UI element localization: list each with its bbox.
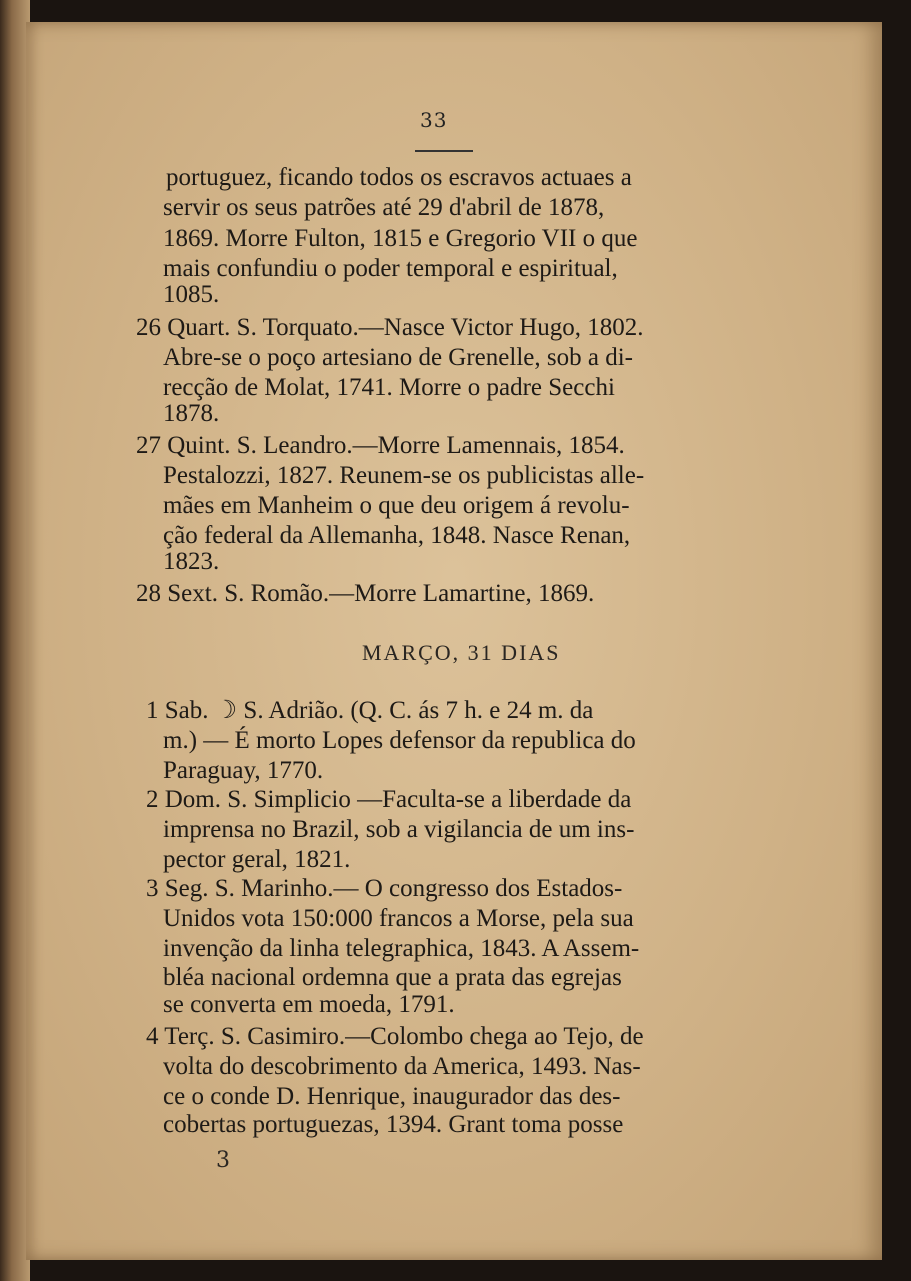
text-line: invenção da linha telegraphica, 1843. A Assem- [163,935,640,962]
text-line: Pestalozzi, 1827. Reunem-se os publicistas alle- [163,462,645,489]
text-line: 1085. [163,281,220,308]
text-line: 4 Terç. S. Casimiro.—Colombo chega ao Tejo, de [146,1023,644,1050]
text-line: servir os seus patrões até 29 d'abril de 1878, [163,194,605,221]
text-line: 28 Sext. S. Romão.—Morre Lamartine, 1869. [136,580,595,607]
text-line: 1823. [163,548,220,575]
text-line: 3 Seg. S. Marinho.— O congresso dos Estados- [146,875,623,902]
text-line: imprensa no Brazil, sob a vigilancia de um ins- [163,816,635,843]
text-line: 1869. Morre Fulton, 1815 e Gregorio VII o que [163,225,638,252]
text-line: cobertas portuguezas, 1394. Grant toma posse [163,1111,624,1138]
text-line: pector geral, 1821. [163,846,351,873]
text-line: portuguez, ficando todos os escravos actuaes a [166,164,632,191]
text-line: mães em Manheim o que deu origem á revolu- [163,492,630,519]
text-line: mais confundiu o poder temporal e espiritual, [163,255,618,282]
signature-mark: 3 [216,1148,230,1173]
text-line: Abre-se o poço artesiano de Grenelle, sob a di- [163,344,633,371]
text-line: 2 Dom. S. Simplicio —Faculta-se a liberdade da [146,786,632,813]
text-line: Unidos vota 150:000 francos a Morse, pela sua [163,905,634,932]
text-line: recção de Molat, 1741. Morre o padre Secchi [163,374,615,401]
text-line: ção federal da Allemanha, 1848. Nasce Renan, [163,522,631,549]
text-line: 26 Quart. S. Torquato.—Nasce Victor Hugo, 1802. [136,314,644,341]
text-line: Paraguay, 1770. [163,757,324,784]
text-line: volta do descobrimento da America, 1493. Nas- [163,1053,641,1080]
header-rule [415,150,473,152]
text-line: 1878. [163,400,220,427]
text-line: 27 Quint. S. Leandro.—Morre Lamennais, 1854. [136,432,625,459]
month-heading: MARÇO, 31 DIAS [362,640,561,665]
page-number: 33 [420,108,448,132]
text-line: se converta em moeda, 1791. [163,991,455,1018]
text-line: m.) — É morto Lopes defensor da republica do [163,727,636,754]
text-line: 1 Sab. ☽ S. Adrião. (Q. C. ás 7 h. e 24 m. da [146,697,594,724]
text-line: ce o conde D. Henrique, inaugurador das des- [163,1083,621,1110]
text-line: bléa nacional ordemna que a prata das egrejas [163,964,622,991]
